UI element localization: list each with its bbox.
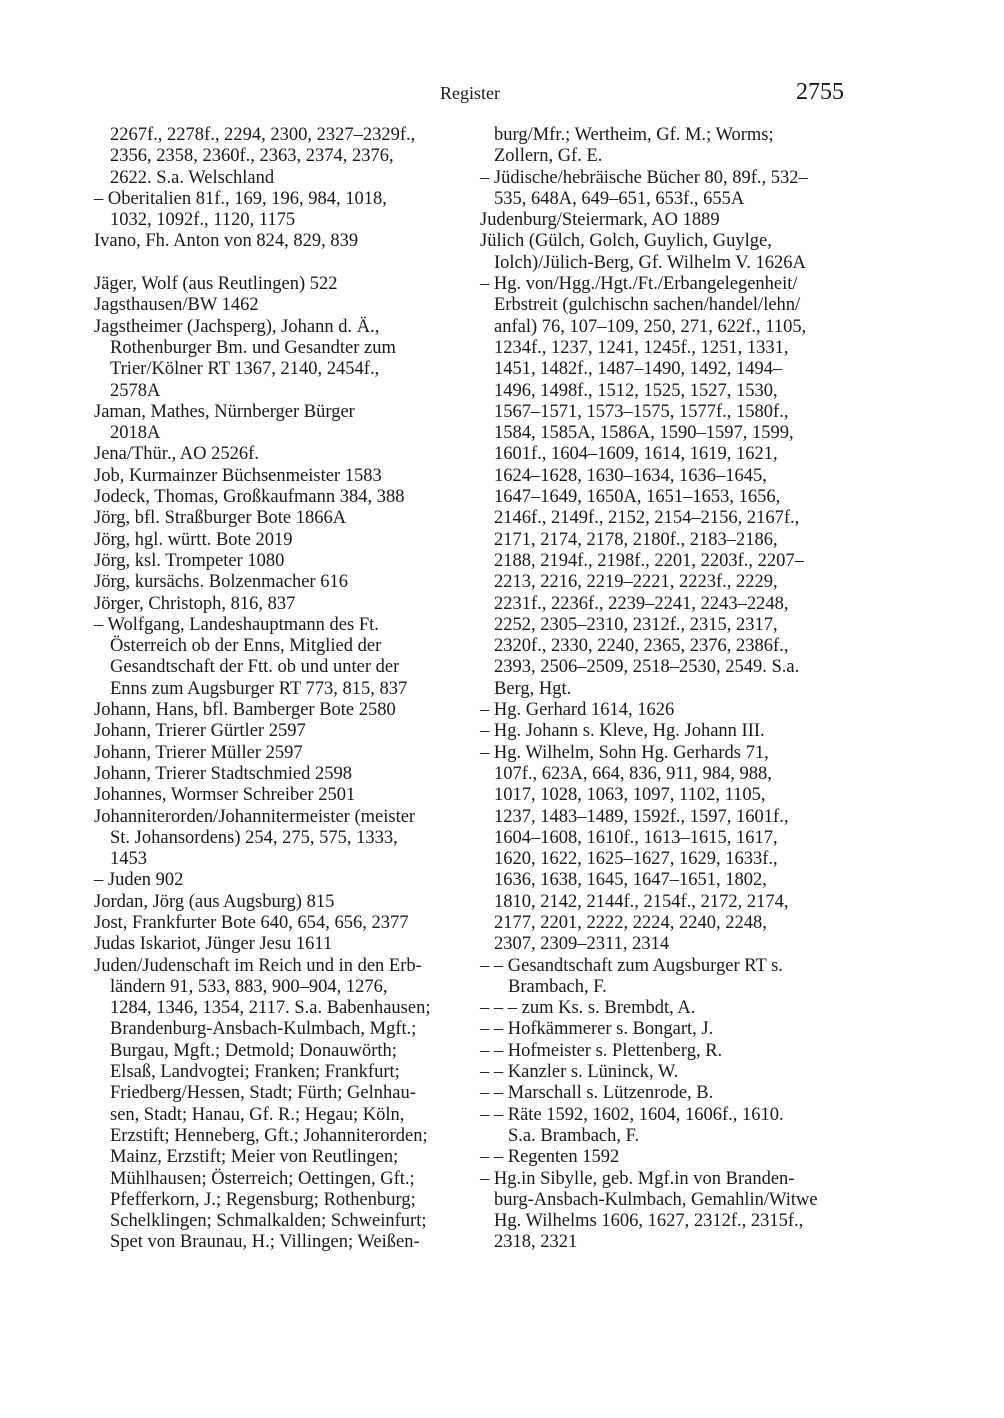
index-column-right (480, 125, 852, 1254)
index-line: Jörg, hgl. württ. Bote 2019 (94, 529, 293, 550)
index-line: Jörger, Christoph, 816, 837 (94, 593, 296, 614)
index-line: – Juden 902 (94, 870, 184, 891)
index-line: Mühlhausen; Österreich; Oettingen, Gft.; (110, 1168, 415, 1189)
index-line: Judenburg/Steiermark, AO 1889 (480, 210, 720, 231)
index-line: 2622. S.a. Welschland (110, 167, 275, 188)
index-line: Jülich (Gülch, Golch, Guylich, Guylge, (480, 231, 772, 252)
index-line: 2018A (110, 423, 161, 444)
index-line: 1601f., 1604–1609, 1614, 1619, 1621, (494, 444, 778, 465)
index-line: Jordan, Jörg (aus Augsburg) 815 (94, 891, 335, 912)
page-number: 2755 (796, 79, 844, 105)
index-line: burg/Mfr.; Wertheim, Gf. M.; Worms; (494, 125, 774, 145)
index-line: Schelklingen; Schmalkalden; Schweinfurt; (110, 1211, 427, 1232)
index-line: Johannes, Wormser Schreiber 2501 (94, 785, 356, 806)
index-line: – Oberitalien 81f., 169, 196, 984, 1018, (94, 188, 387, 209)
index-line: 1017, 1028, 1063, 1097, 1102, 1105, (494, 785, 766, 806)
index-line: Juden/Judenschaft im Reich und in den Erb- (94, 955, 422, 976)
blank-line (94, 253, 466, 274)
index-line: 1620, 1622, 1625–1627, 1629, 1633f., (494, 849, 778, 870)
index-line: Jäger, Wolf (aus Reutlingen) 522 (94, 274, 338, 295)
index-line: 1647–1649, 1650A, 1651–1653, 1656, (494, 487, 781, 508)
index-line: – Hg. Johann s. Kleve, Hg. Johann III. (480, 721, 765, 742)
index-line: Berg, Hgt. (494, 678, 572, 699)
index-line: Pfefferkorn, J.; Regensburg; Rothenburg; (110, 1189, 416, 1210)
index-line: Rothenburger Bm. und Gesandter zum (110, 337, 396, 358)
index-line: 2188, 2194f., 2198f., 2201, 2203f., 2207– (494, 550, 804, 571)
index-line: Jörg, ksl. Trompeter 1080 (94, 550, 285, 571)
index-line: 2307, 2309–2311, 2314 (494, 934, 670, 955)
index-line: 1237, 1483–1489, 1592f., 1597, 1601f., (494, 806, 789, 827)
index-line: St. Johansordens) 254, 275, 575, 1333, (110, 827, 398, 848)
index-line: Brandenburg-Ansbach-Kulmbach, Mgft.; (110, 1019, 417, 1040)
index-line: 1032, 1092f., 1120, 1175 (110, 210, 296, 231)
index-line: – – Marschall s. Lützenrode, B. (480, 1083, 714, 1104)
index-line: S.a. Brambach, F. (508, 1125, 640, 1146)
index-line: Jodeck, Thomas, Großkaufmann 384, 388 (94, 487, 405, 508)
index-line: – – Regenten 1592 (480, 1147, 620, 1168)
index-line: Enns zum Augsburger RT 773, 815, 837 (110, 678, 408, 699)
index-line: Jagsthausen/BW 1462 (94, 295, 259, 316)
index-line: 535, 648A, 649–651, 653f., 655A (494, 188, 745, 209)
index-line: 2171, 2174, 2178, 2180f., 2183–2186, (494, 529, 778, 550)
index-line: Johann, Trierer Stadtschmied 2598 (94, 763, 352, 784)
index-line: Burgau, Mgft.; Detmold; Donauwörth; (110, 1040, 397, 1061)
index-line: Jaman, Mathes, Nürnberger Bürger (94, 401, 355, 422)
index-line: Zollern, Gf. E. (494, 146, 603, 167)
index-line: Judas Iskariot, Jünger Jesu 1611 (94, 934, 333, 955)
index-line: Johann, Trierer Gürtler 2597 (94, 721, 306, 742)
index-line: Elsaß, Landvogtei; Franken; Frankfurt; (110, 1062, 400, 1083)
running-header-title: Register (440, 83, 500, 103)
index-line: 2267f., 2278f., 2294, 2300, 2327–2329f., (110, 125, 416, 145)
index-line: Mainz, Erzstift; Meier von Reutlingen; (110, 1147, 399, 1168)
index-line: – – Räte 1592, 1602, 1604, 1606f., 1610. (480, 1104, 784, 1125)
index-line: 2146f., 2149f., 2152, 2154–2156, 2167f., (494, 508, 800, 529)
index-line: 107f., 623A, 664, 836, 911, 984, 988, (494, 763, 772, 784)
index-line: 2318, 2321 (494, 1232, 578, 1253)
index-line: Jörg, bfl. Straßburger Bote 1866A (94, 508, 347, 529)
index-line: Österreich ob der Enns, Mitglied der (110, 636, 382, 657)
index-line: – – Hofkämmerer s. Bongart, J. (480, 1019, 714, 1040)
index-line: 2213, 2216, 2219–2221, 2223f., 2229, (494, 572, 778, 593)
index-line: Johann, Hans, bfl. Bamberger Bote 2580 (94, 700, 396, 721)
index-line: ländern 91, 533, 883, 900–904, 1276, (110, 976, 388, 997)
index-line: Jagstheimer (Jachsperg), Johann d. Ä., (94, 316, 380, 337)
index-line: Job, Kurmainzer Büchsenmeister 1583 (94, 465, 382, 486)
index-line: 2231f., 2236f., 2239–2241, 2243–2248, (494, 593, 789, 614)
index-line: – – – zum Ks. s. Brembdt, A. (480, 998, 696, 1019)
index-line: 1496, 1498f., 1512, 1525, 1527, 1530, (494, 380, 778, 401)
index-line: 2578A (110, 380, 161, 401)
index-line: Spet von Braunau, H.; Villingen; Weißen- (110, 1232, 420, 1253)
index-line: Trier/Kölner RT 1367, 2140, 2454f., (110, 359, 380, 380)
index-line: – Wolfgang, Landeshauptmann des Ft. (94, 614, 379, 635)
index-line: – – Hofmeister s. Plettenberg, R. (480, 1040, 723, 1061)
index-line: Iolch)/Jülich-Berg, Gf. Wilhelm V. 1626A (494, 252, 806, 273)
index-line: Johanniterorden/Johannitermeister (meister (94, 806, 416, 827)
index-line: Erbstreit (gulchischn sachen/handel/lehn/ (494, 295, 801, 316)
index-line: – Hg. von/Hgg./Hgt./Ft./Erbangelegenheit/ (480, 274, 798, 295)
index-line: 2320f., 2330, 2240, 2365, 2376, 2386f., (494, 636, 789, 657)
index-line: – – Kanzler s. Lüninck, W. (480, 1062, 679, 1083)
index-line: – Hg.in Sibylle, geb. Mgf.in von Branden- (480, 1168, 795, 1189)
index-line: Friedberg/Hessen, Stadt; Fürth; Gelnhau- (110, 1083, 416, 1104)
index-line: 1453 (110, 849, 147, 870)
index-line: Hg. Wilhelms 1606, 1627, 2312f., 2315f., (494, 1211, 804, 1232)
index-line: 1810, 2142, 2144f., 2154f., 2172, 2174, (494, 891, 789, 912)
index-line: 1284, 1346, 1354, 2117. S.a. Babenhausen; (110, 998, 431, 1019)
index-line: 1234f., 1237, 1241, 1245f., 1251, 1331, (494, 337, 789, 358)
index-line: Gesandtschaft der Ftt. ob und unter der (110, 657, 400, 678)
index-line: Erzstift; Henneberg, Gft.; Johanniterorden; (110, 1125, 428, 1146)
index-line: – Jüdische/hebräische Bücher 80, 89f., 532– (480, 167, 808, 188)
index-line: – Hg. Gerhard 1614, 1626 (480, 700, 675, 721)
index-line: 1584, 1585A, 1586A, 1590–1597, 1599, (494, 423, 794, 444)
index-line: 1451, 1482f., 1487–1490, 1492, 1494– (494, 359, 783, 380)
index-line: 2356, 2358, 2360f., 2363, 2374, 2376, (110, 146, 394, 167)
index-line: anfal) 76, 107–109, 250, 271, 622f., 1105, (494, 316, 807, 337)
index-line: 1636, 1638, 1645, 1647–1651, 1802, (494, 870, 767, 891)
index-line: – Hg. Wilhelm, Sohn Hg. Gerhards 71, (480, 742, 769, 763)
index-line: 2252, 2305–2310, 2312f., 2315, 2317, (494, 614, 778, 635)
index-line: burg-Ansbach-Kulmbach, Gemahlin/Witwe (494, 1189, 818, 1210)
index-line: – – Gesandtschaft zum Augsburger RT s. (480, 955, 783, 976)
index-line: Brambach, F. (508, 976, 607, 997)
index-line: sen, Stadt; Hanau, Gf. R.; Hegau; Köln, (110, 1104, 405, 1125)
index-line: 2177, 2201, 2222, 2224, 2240, 2248, (494, 912, 767, 933)
index-line: 1604–1608, 1610f., 1613–1615, 1617, (494, 827, 778, 848)
index-line: 2393, 2506–2509, 2518–2530, 2549. S.a. (494, 657, 800, 678)
index-column-left (94, 125, 466, 1254)
index-line: Ivano, Fh. Anton von 824, 829, 839 (94, 231, 359, 252)
index-line: Jörg, kursächs. Bolzenmacher 616 (94, 572, 348, 593)
index-line: 1567–1571, 1573–1575, 1577f., 1580f., (494, 401, 789, 422)
index-line: Jena/Thür., AO 2526f. (94, 444, 259, 465)
index-line: Jost, Frankfurter Bote 640, 654, 656, 2377 (94, 912, 409, 933)
index-line: 1624–1628, 1630–1634, 1636–1645, (494, 465, 767, 486)
index-line: Johann, Trierer Müller 2597 (94, 742, 303, 763)
